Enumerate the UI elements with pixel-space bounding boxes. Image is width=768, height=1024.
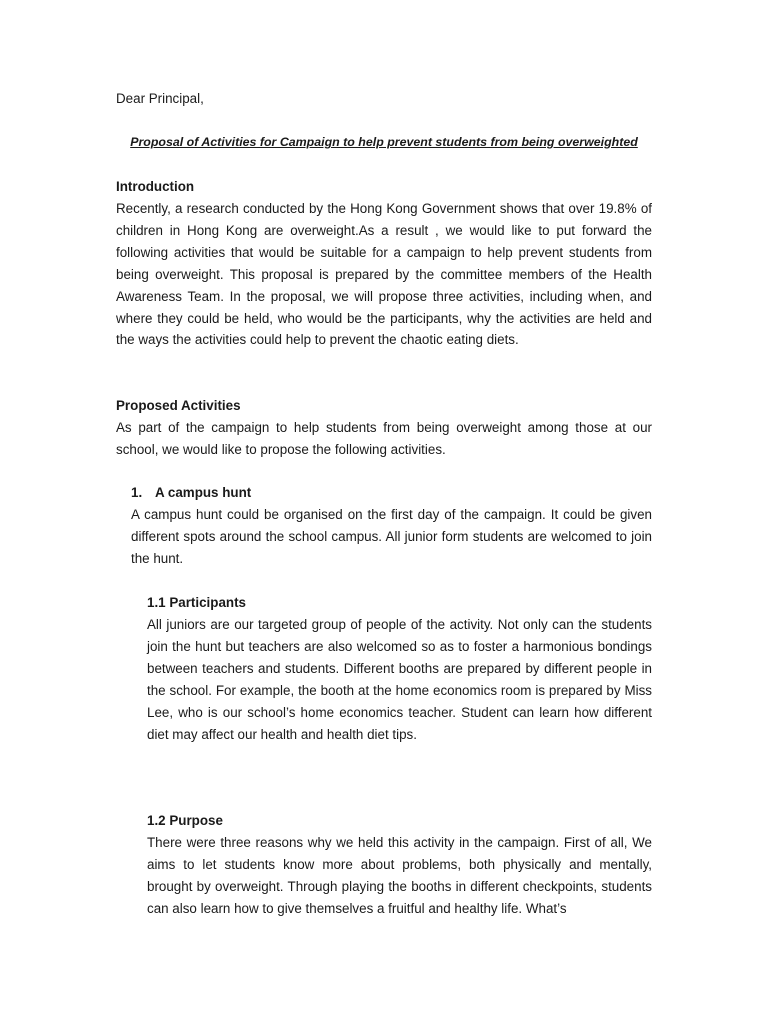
purpose-heading: 1.2 Purpose — [147, 813, 223, 828]
salutation: Dear Principal, — [116, 91, 204, 106]
activity-1-number: 1. — [131, 485, 143, 500]
proposed-activities-paragraph: As part of the campaign to help students from being overweight among those at our school, we would like to propose the following activities. — [116, 420, 652, 457]
proposed-activities-heading: Proposed Activities — [116, 398, 241, 413]
introduction-heading: Introduction — [116, 179, 195, 194]
proposal-title: Proposal of Activities for Campaign to help prevent students from being overweighted — [130, 135, 638, 149]
activity-1-title: A campus hunt — [155, 485, 252, 500]
introduction-paragraph: Recently, a research conducted by the Hong Kong Government shows that over 19.8% of children in Hong Kong are overweight.As a result , we would like to put forward the following activities that would be suitable for a campaign to help prevent students from being overweight. This proposal is prepared by the committee members of the Health Awareness Team. In the proposal, we will propose three activities, including when, and where they could be held, who would be the participants, why the activities are held and the ways the activities could help to prevent the chaotic eating diets. — [116, 201, 652, 348]
activity-1-heading — [131, 482, 251, 504]
participants-paragraph: All juniors are our targeted group of people of the activity. Not only can the students join the hunt but teachers are also welcomed so as to foster a harmonious bondings between teachers and students. Different booths are prepared by different people in the school. For example, the booth at the home economics room is prepared by Miss Lee, who is our school’s home economics teacher. Student can learn how different diet may affect our health and health diet tips. — [147, 617, 652, 742]
purpose-paragraph: There were three reasons why we held this activity in the campaign. First of all, We aims to let students know more about problems, both physically and mentally, brought by overweight. Through playing the booths in different checkpoints, students can also learn how to give themselves a fruitful and healthy life. What’s — [147, 835, 652, 916]
participants-heading: 1.1 Participants — [147, 595, 246, 610]
activity-1-paragraph: A campus hunt could be organised on the first day of the campaign. It could be given different spots around the school campus. All junior form students are welcomed to join the hunt. — [131, 507, 652, 566]
